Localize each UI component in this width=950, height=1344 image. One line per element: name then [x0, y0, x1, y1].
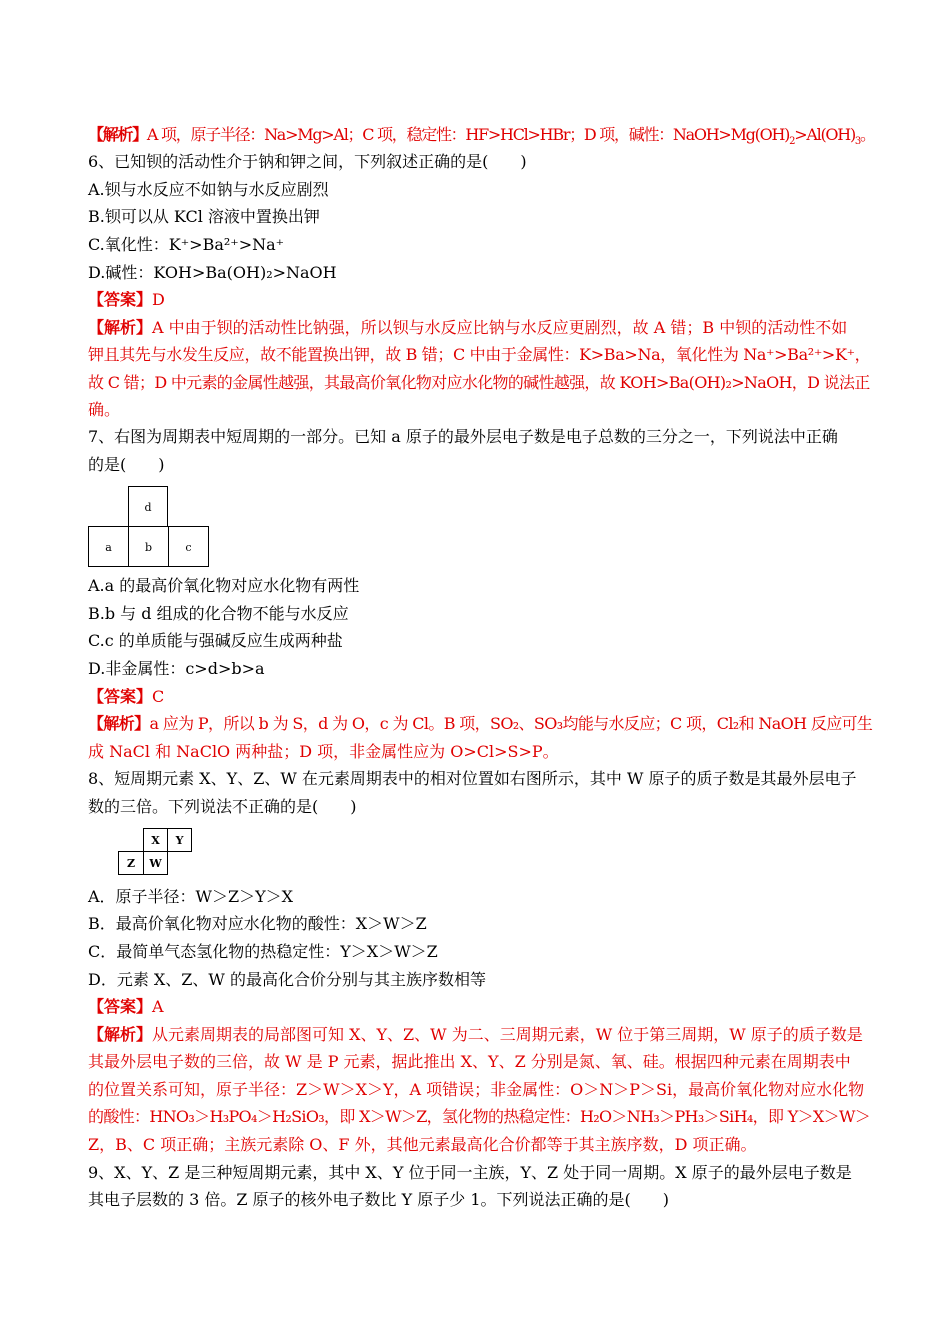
q6-answer — [88, 289, 165, 311]
subscript: 3 — [854, 136, 861, 148]
q6-option-b: B.钡可以从 KCl 溶液中置换出钾 — [88, 207, 320, 226]
q7-option-c: C.c 的单质能与强碱反应生成两种盐 — [88, 631, 343, 650]
cell-z: Z — [118, 851, 144, 875]
cell-x: X — [143, 828, 168, 852]
top-analysis-line — [88, 124, 875, 146]
subscript: 2 — [789, 136, 795, 148]
answer-tag: 【答案】 — [88, 997, 153, 1016]
cell-d: d — [128, 486, 168, 527]
q8-analysis-1 — [88, 1024, 863, 1046]
q6-stem: 6、已知钡的活动性介于钠和钾之间，下列叙述正确的是( ) — [88, 152, 527, 171]
q8-analysis-2: 其最外层电子数的三倍，故 W 是 P 元素，据此推出 X、Y、Z 分别是氮、氧、硅。根据四种元素在周期表中 — [88, 1052, 851, 1071]
q6-analysis-2: 钾且其先与水发生反应，故不能置换出钾，故 B 错；C 中由于金属性：K>Ba>Na，氧化性为 Na⁺>Ba²⁺>K⁺， — [88, 345, 871, 364]
q7-option-a: A.a 的最高价氧化物对应水化物有两性 — [88, 576, 360, 595]
analysis-text: 。 — [860, 125, 875, 144]
q8-analysis-3: 的位置关系可知，原子半径：Z＞W＞X＞Y，A 项错误；非金属性：O＞N＞P＞Si，最高价氧化物对应水化物 — [88, 1080, 865, 1099]
q8-analysis-4: 的酸性：HNO₃＞H₃PO₄＞H₂SiO₃，即 X＞W＞Z，氢化物的热稳定性：H₂O＞NH₃＞PH₃＞SiH₄，即 Y＞X＞W＞ — [88, 1107, 871, 1126]
q7-analysis-1 — [88, 713, 872, 735]
q8-option-b: B．最高价氧化物对应水化物的酸性：X＞W＞Z — [88, 914, 427, 933]
answer-value: D — [152, 290, 165, 309]
q8-option-c: C．最简单气态氢化物的热稳定性：Y＞X＞W＞Z — [88, 942, 438, 961]
analysis-tag: 【解析】 — [88, 1025, 153, 1044]
q7-stem-2: 的是( ) — [88, 455, 165, 474]
cell-b: b — [128, 526, 169, 567]
q8-stem-1: 8、短周期元素 X、Y、Z、W 在元素周期表中的相对位置如右图所示，其中 W 原子的质子数是其最外层电子 — [88, 769, 857, 788]
q8-option-d: D．元素 X、Z、W 的最高化合价分别与其主族序数相等 — [88, 970, 486, 989]
q7-analysis-2: 成 NaCl 和 NaClO 两种盐；D 项，非金属性应为 O>Cl>S>P。 — [88, 742, 559, 761]
cell-w: W — [143, 851, 168, 875]
q6-option-d: D.碱性：KOH>Ba(OH)₂>NaOH — [88, 263, 337, 282]
answer-value: A — [152, 997, 164, 1016]
analysis-tag: 【解析】 — [88, 125, 147, 144]
q8-option-a: A．原子半径：W＞Z＞Y＞X — [88, 887, 294, 906]
analysis-text: A 中由于钡的活动性比钠强，所以钡与水反应比钠与水反应更剧烈，故 A 错；B 中钡的活动性不如 — [152, 318, 848, 337]
q8-periodic-table-figure — [118, 828, 194, 876]
q7-periodic-table-figure — [88, 486, 210, 568]
analysis-text: >Al(OH) — [794, 125, 855, 144]
analysis-tag: 【解析】 — [88, 318, 153, 337]
analysis-text: a 应为 P，所以 b 为 S，d 为 O，c 为 Cl。B 项，SO₂、SO₃均能与水反应；C 项，Cl₂和 NaOH 反应可生 — [149, 714, 873, 733]
q8-answer — [88, 996, 164, 1018]
q6-option-a: A.钡与水反应不如钠与水反应剧烈 — [88, 180, 329, 199]
q6-analysis-4: 确。 — [88, 400, 121, 419]
q7-option-d: D.非金属性：c>d>b>a — [88, 659, 265, 678]
q7-stem-1: 7、右图为周期表中短周期的一部分。已知 a 原子的最外层电子数是电子总数的三分之一，下列说法中正确 — [88, 427, 838, 446]
analysis-tag: 【解析】 — [88, 714, 150, 733]
q9-stem-2: 其电子层数的 3 倍。Z 原子的核外电子数比 Y 原子少 1。下列说法正确的是( ) — [88, 1190, 670, 1209]
q8-stem-2: 数的三倍。下列说法不正确的是( ) — [88, 797, 357, 816]
cell-y: Y — [167, 828, 192, 852]
answer-tag: 【答案】 — [88, 290, 153, 309]
answer-tag: 【答案】 — [88, 687, 153, 706]
analysis-text: 从元素周期表的局部图可知 X、Y、Z、W 为二、三周期元素，W 位于第三周期，W 原子的质子数是 — [152, 1025, 863, 1044]
q6-option-c: C.氧化性：K⁺>Ba²⁺>Na⁺ — [88, 235, 285, 254]
q6-analysis-3: 故 C 错；D 中元素的金属性越强，其最高价氧化物对应水化物的碱性越强，故 KOH>Ba(OH)₂>NaOH，D 说法正 — [88, 373, 870, 392]
cell-c: c — [168, 526, 209, 567]
analysis-text: A 项，原子半径：Na>Mg>Al；C 项，稳定性：HF>HCl>HBr；D 项，碱性：NaOH>Mg(OH) — [146, 125, 790, 144]
q7-answer — [88, 686, 164, 708]
cell-a: a — [88, 526, 129, 567]
answer-value: C — [152, 687, 165, 706]
q6-analysis-1 — [88, 317, 847, 339]
q7-option-b: B.b 与 d 组成的化合物不能与水反应 — [88, 604, 349, 623]
q9-stem-1: 9、X、Y、Z 是三种短周期元素，其中 X、Y 位于同一主族，Y、Z 处于同一周期。X 原子的最外层电子数是 — [88, 1163, 852, 1182]
q8-analysis-5: Z，B、C 项正确；主族元素除 O、F 外，其他元素最高化合价都等于其主族序数，D 项正确。 — [88, 1135, 757, 1154]
